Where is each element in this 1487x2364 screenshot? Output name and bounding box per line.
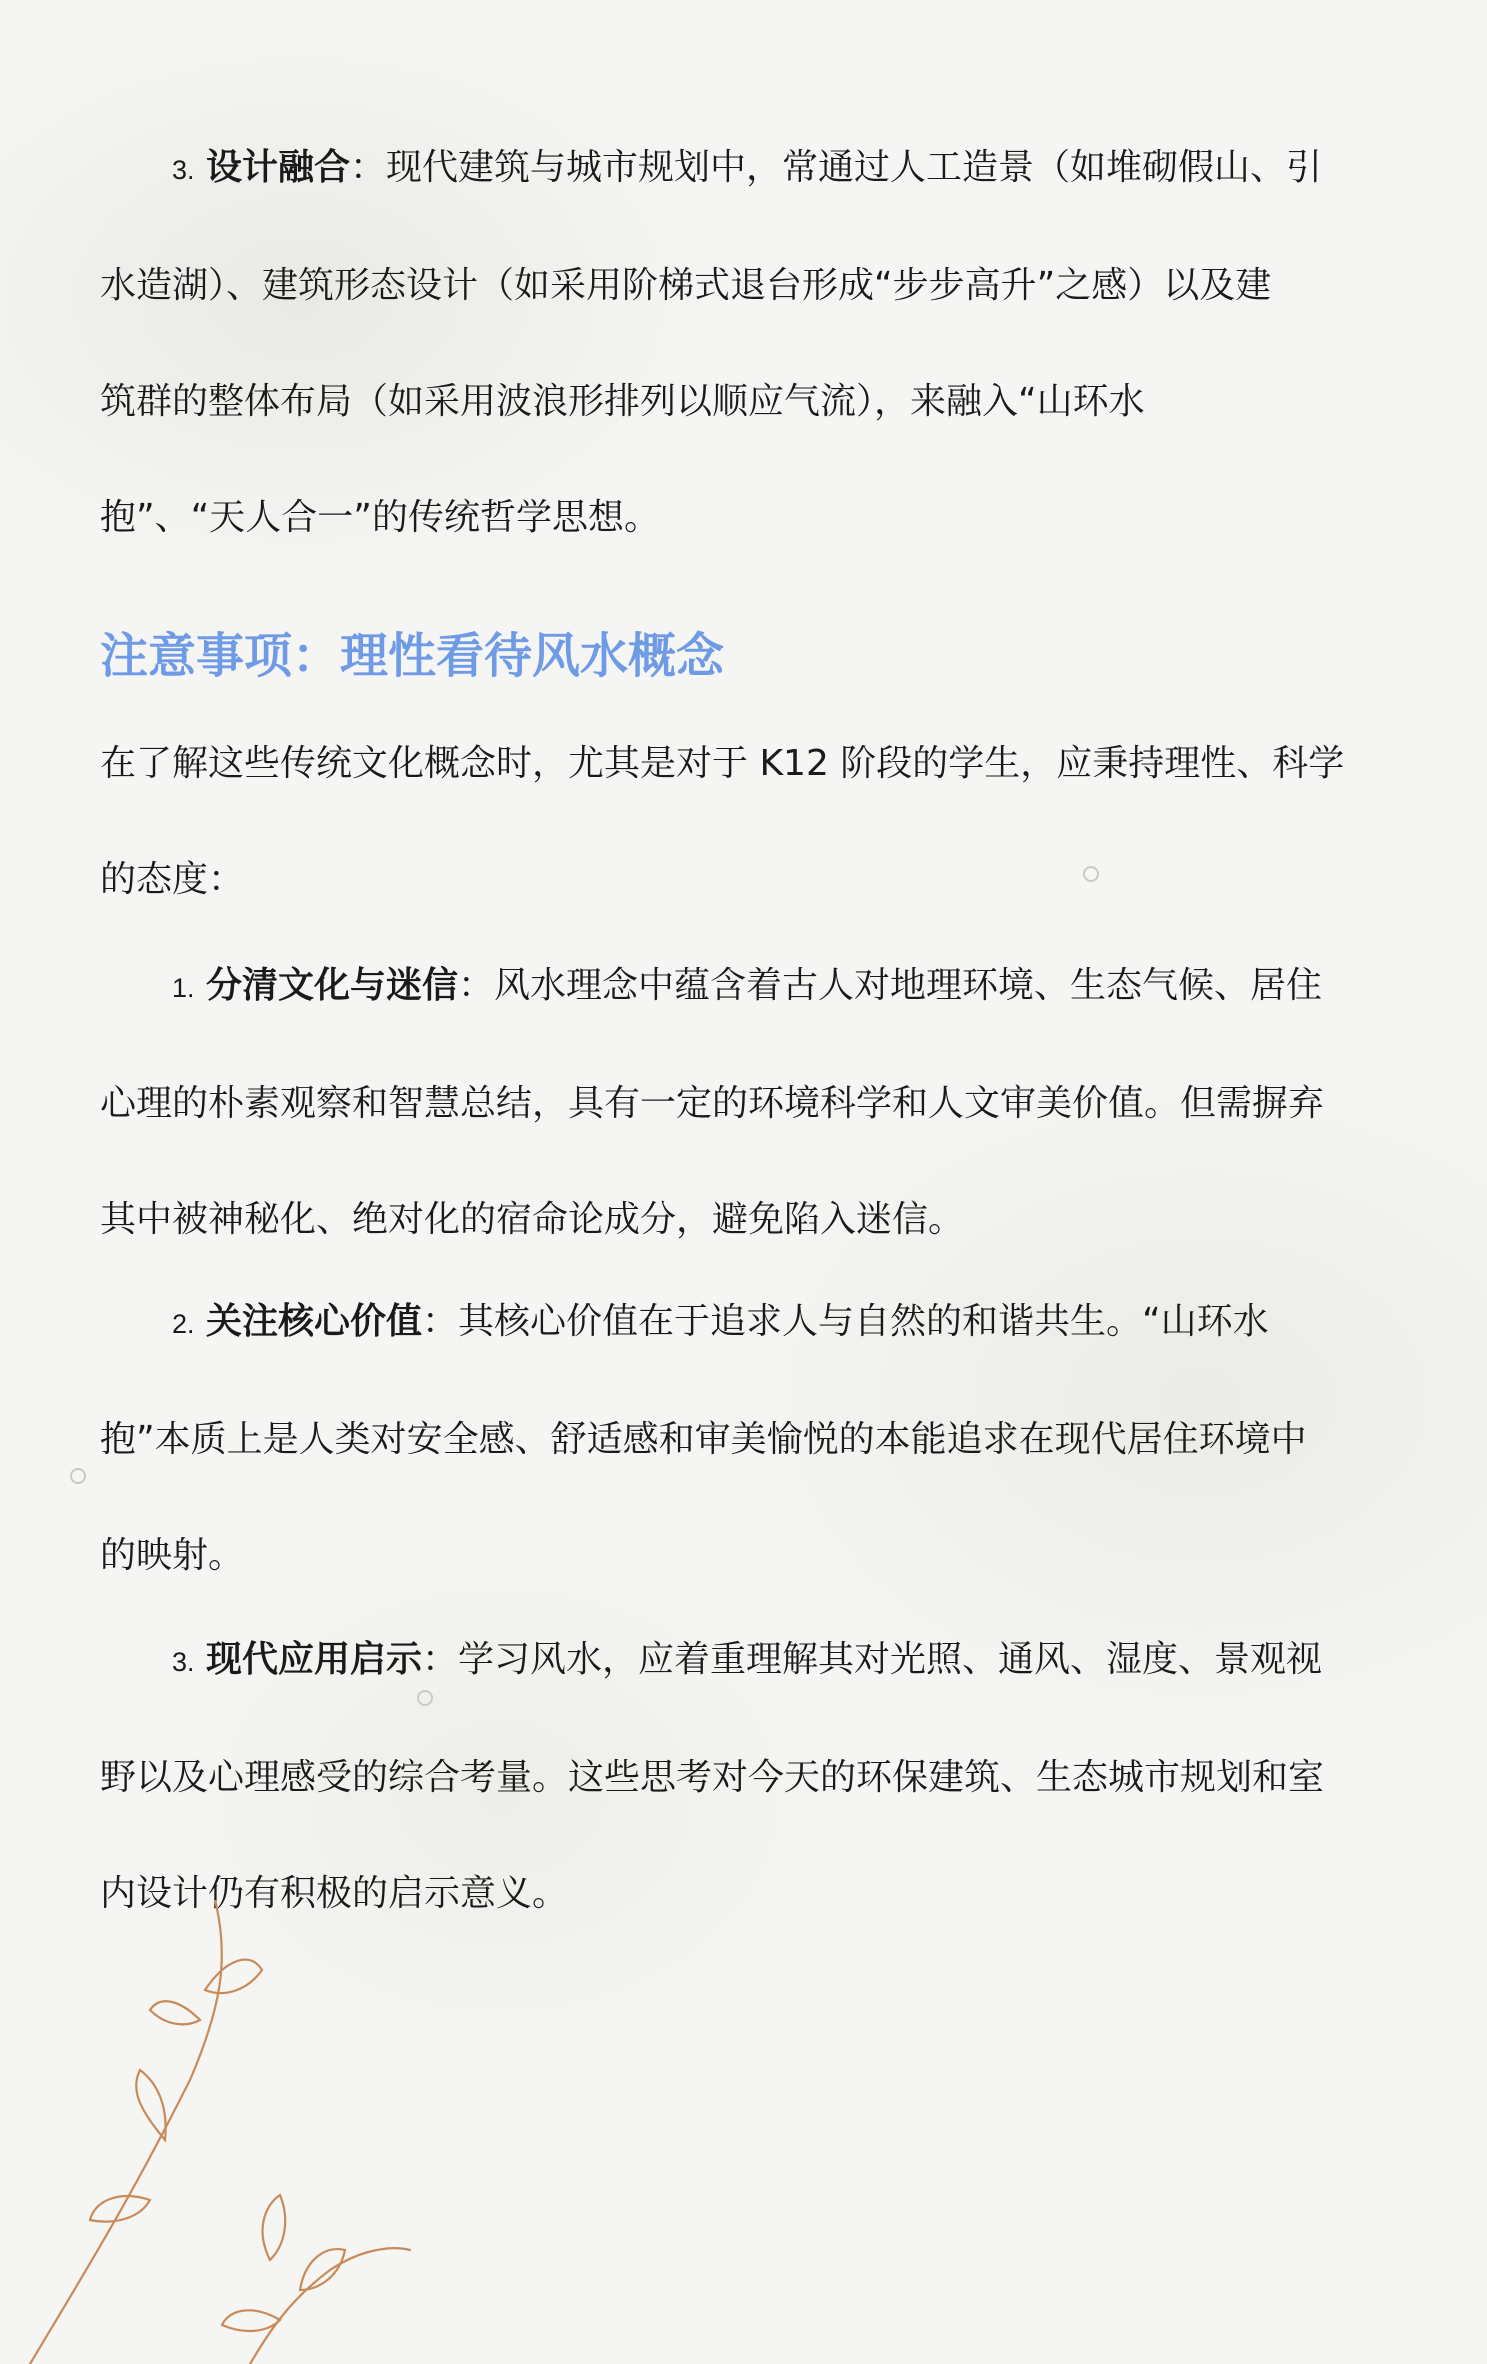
note-1-line-3: 其中被神秘化、绝对化的宿命论成分，避免陷入迷信。 bbox=[100, 1199, 965, 1240]
decor-circle bbox=[417, 1690, 433, 1706]
design-fusion-line-2: 水造湖）、建筑形态设计（如采用阶梯式退台形成“步步高升”之感）以及建 bbox=[100, 265, 1272, 306]
note-1-line-1: 1. 分清文化与迷信：风水理念中蕴含着古人对地理环境、生态气候、居住 bbox=[172, 965, 1323, 1006]
note-2-line-1: 2. 关注核心价值：其核心价值在于追求人与自然的和谐共生。“山环水 bbox=[172, 1301, 1269, 1342]
note-2-paragraph bbox=[100, 1264, 1375, 1614]
note-1-paragraph bbox=[100, 928, 1375, 1278]
design-fusion-line-1: 3. 设计融合：现代建筑与城市规划中，常通过人工造景（如堆砌假山、引 bbox=[172, 147, 1323, 188]
note-3-line-1: 3. 现代应用启示：学习风水，应着重理解其对光照、通风、湿度、景观视 bbox=[172, 1639, 1323, 1680]
note-3-title: 现代应用启示 bbox=[205, 1639, 422, 1680]
section-heading: 注意事项：理性看待风水概念 bbox=[100, 628, 725, 684]
design-fusion-title: 设计融合 bbox=[205, 147, 350, 188]
list-number: 2. bbox=[172, 1309, 195, 1339]
decor-circle bbox=[70, 1468, 86, 1484]
note-3-line-3: 内设计仍有积极的启示意义。 bbox=[100, 1873, 569, 1914]
list-number: 3. bbox=[172, 1647, 195, 1677]
note-1-title: 分清文化与迷信 bbox=[205, 965, 458, 1006]
list-number: 1. bbox=[172, 973, 195, 1003]
intro-line-1: 在了解这些传统文化概念时，尤其是对于 K12 阶段的学生，应秉持理性、科学 bbox=[100, 743, 1345, 784]
note-2-line-2: 抱”本质上是人类对安全感、舒适感和审美愉悦的本能追求在现代居住环境中 bbox=[100, 1419, 1307, 1460]
design-fusion-paragraph bbox=[100, 110, 1375, 576]
list-number: 3. bbox=[172, 155, 195, 185]
note-3-line-2: 野以及心理感受的综合考量。这些思考对今天的环保建筑、生态城市规划和室 bbox=[100, 1757, 1325, 1798]
design-fusion-line-4: 抱”、“天人合一”的传统哲学思想。 bbox=[100, 497, 660, 538]
floral-branch-icon bbox=[0, 1900, 420, 2364]
note-2-title: 关注核心价值 bbox=[205, 1301, 422, 1342]
note-2-line-3: 的映射。 bbox=[100, 1535, 245, 1576]
design-fusion-line-3: 筑群的整体布局（如采用波浪形排列以顺应气流），来融入“山环水 bbox=[100, 381, 1145, 422]
note-1-line-2: 心理的朴素观察和智慧总结，具有一定的环境科学和人文审美价值。但需摒弃 bbox=[100, 1083, 1325, 1124]
intro-line-2: 的态度： bbox=[100, 859, 245, 900]
decor-circle bbox=[1083, 866, 1099, 882]
intro-paragraph bbox=[100, 706, 1375, 938]
